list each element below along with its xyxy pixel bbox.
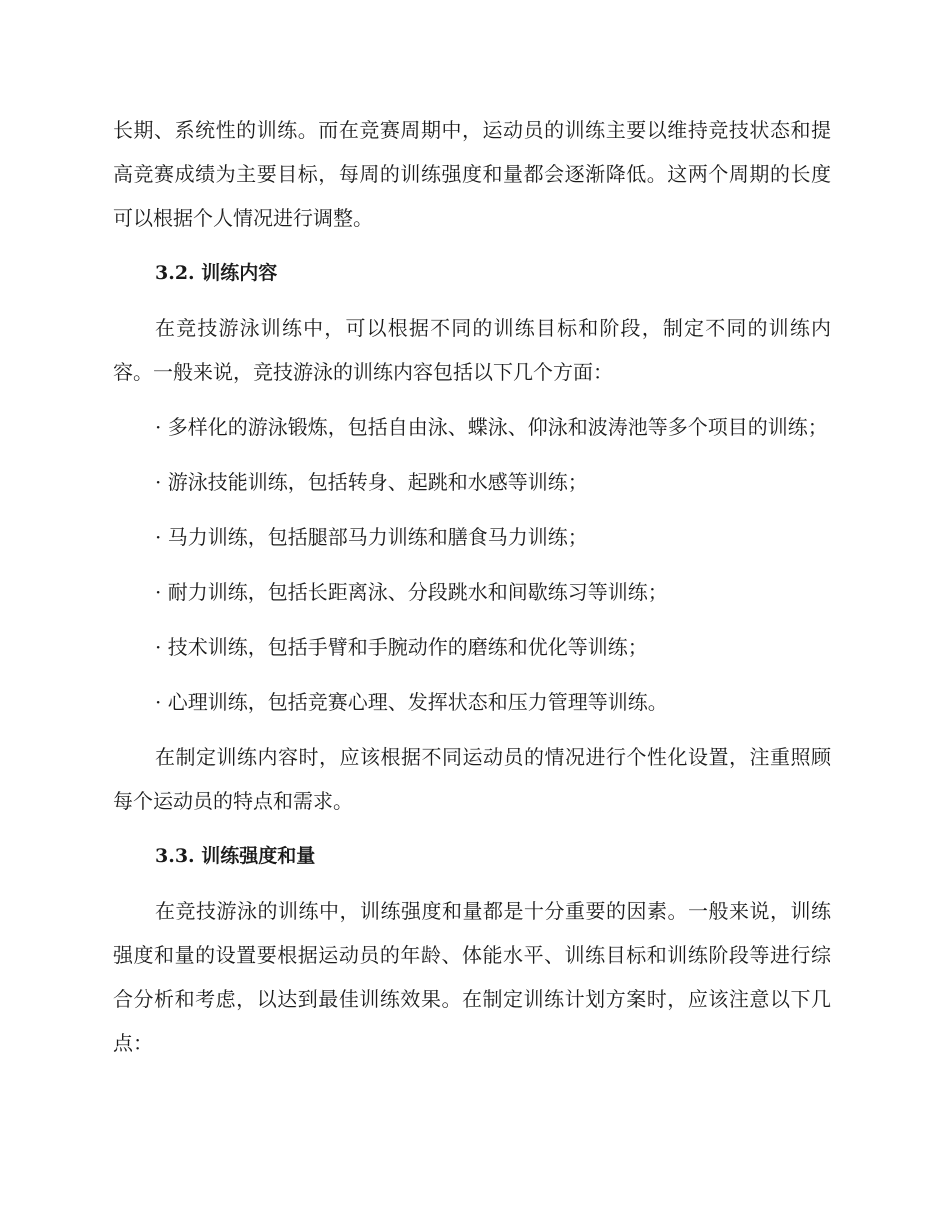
section-heading-3-2: 3.2. 训练内容 [155, 262, 278, 284]
training-content-list [113, 405, 831, 724]
section-3-2-paragraph-2: 在制定训练内容时，应该根据不同运动员的情况进行个性化设置，注重照顾每个运动员的特点和需求。 [113, 745, 831, 813]
list-item: · 游泳技能训练，包括转身、起跳和水感等训练； [155, 470, 588, 494]
list-item: · 马力训练，包括腿部马力训练和膳食马力训练； [155, 525, 588, 549]
section-heading-3-3: 3.3. 训练强度和量 [155, 845, 316, 867]
intro-paragraph: 长期、系统性的训练。而在竞赛周期中，运动员的训练主要以维持竞技状态和提高竞赛成绩为主要目标，每周的训练强度和量都会逐渐降低。这两个周期的长度可以根据个人情况进行调整。 [113, 118, 831, 230]
list-item: · 耐力训练，包括长距离泳、分段跳水和间歇练习等训练； [155, 580, 668, 604]
document-page [113, 108, 831, 1065]
section-3-3-paragraph-1: 在竞技游泳的训练中，训练强度和量都是十分重要的因素。一般来说，训练强度和量的设置要根据运动员的年龄、体能水平、训练目标和训练阶段等进行综合分析和考虑，以达到最佳训练效果。在制定训练计划方案时，应该注意以下几点： [113, 899, 831, 1055]
list-item: · 多样化的游泳锻炼，包括自由泳、蝶泳、仰泳和波涛池等多个项目的训练； [155, 415, 828, 439]
list-item: · 心理训练，包括竞赛心理、发挥状态和压力管理等训练。 [155, 690, 668, 714]
section-3-2-paragraph-1: 在竞技游泳训练中，可以根据不同的训练目标和阶段，制定不同的训练内容。一般来说，竞技游泳的训练内容包括以下几个方面： [113, 316, 831, 384]
list-item: · 技术训练，包括手臂和手腕动作的磨练和优化等训练； [155, 635, 648, 659]
